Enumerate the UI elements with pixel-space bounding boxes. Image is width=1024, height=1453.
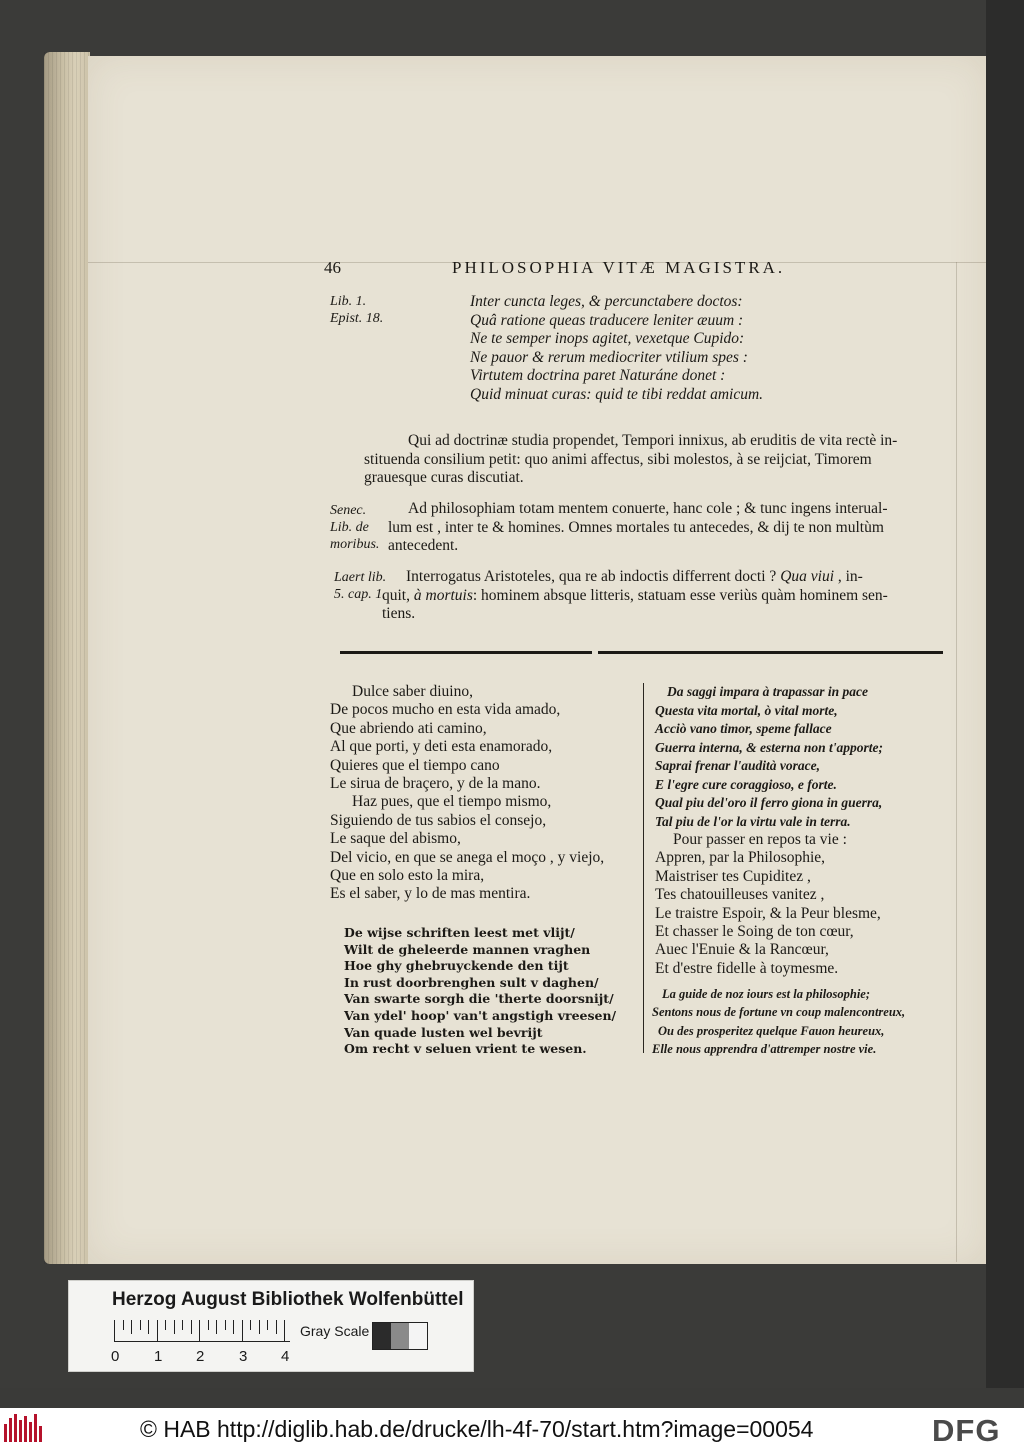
poem-line: Al que porti, y deti esta enamorado,: [330, 738, 553, 756]
spanish-poem: [330, 683, 604, 904]
adjacent-page-strip: [986, 0, 1024, 1388]
ruler-tick: [140, 1320, 141, 1330]
prose-line: Ad philosophiam totam mentem conuerte, hanc cole ; & tunc ingens interual-: [408, 500, 888, 517]
poem-line: Ou des prosperitez quelque Fauon heureux,: [658, 1023, 885, 1038]
ruler-tick: [191, 1320, 192, 1334]
ruler-tick: [165, 1320, 166, 1330]
ruler-tick: [250, 1320, 251, 1330]
poem-line: De pocos mucho en esta vida amado,: [330, 701, 561, 719]
poem-line: Dulce saber diuino,: [352, 683, 473, 700]
poem-line: Auec l'Enuie & la Rancœur,: [655, 941, 829, 959]
margin-note-laertius: [334, 569, 386, 603]
margin-note-line: Senec.: [330, 503, 367, 518]
prose-line: [394, 568, 888, 587]
ruler-tick: [259, 1320, 260, 1334]
ruler-tick: [131, 1320, 132, 1334]
french-quatrain: [652, 985, 905, 1059]
latin-poem: [470, 293, 763, 404]
ruler-tick: [174, 1320, 175, 1334]
prose-paragraph-2: [388, 500, 888, 556]
poem-line: Questa vita mortal, ò vital morte,: [655, 702, 838, 718]
gray-swatch-mid: [391, 1323, 409, 1349]
column-separator: [643, 683, 644, 1053]
prose-line: stituenda consilium petit: quo animi affectus, sibi molestos, à se reijciat, Timorem: [364, 450, 872, 468]
poem-line: Le traistre Espoir, & la Peur blesme,: [655, 904, 881, 922]
ruler-tick: [276, 1320, 277, 1334]
ruler-tick: [199, 1320, 200, 1342]
prose-italic: Qua viui: [776, 568, 834, 585]
prose-text: Interrogatus Aristoteles, qua re ab indoctis differrent docti ?: [406, 568, 777, 585]
poem-line: Del vicio, en que se anega el moço , y viejo,: [330, 848, 605, 866]
poem-line: Elle nous apprendra d'attremper nostre vie.: [652, 1042, 877, 1057]
section-divider-left: [340, 651, 592, 654]
poem-line: Siguiendo de tus sabios el consejo,: [330, 811, 547, 829]
hab-logo-icon[interactable]: [4, 1414, 42, 1442]
dfg-logo[interactable]: DFG: [932, 1413, 1001, 1448]
poem-line: Da saggi impara à trapassar in pace: [667, 684, 869, 699]
prose-text: quit,: [382, 586, 410, 604]
poem-line: Que abriendo ati camino,: [330, 719, 487, 737]
ruler-tick: [267, 1320, 268, 1330]
poem-line: Acciò vano timor, speme fallace: [655, 721, 832, 736]
page-number: 46: [324, 258, 341, 277]
ruler-baseline: [114, 1341, 290, 1342]
poem-line: Es el saber, y lo de mas mentira.: [330, 885, 531, 903]
poem-line: E l'egre cure coraggioso, e forte.: [655, 776, 837, 792]
scale-number: 3: [239, 1348, 248, 1365]
margin-note-horace: [330, 293, 383, 327]
prose-italic: à mortuis: [410, 586, 473, 604]
ruler-tick: [225, 1320, 226, 1330]
ruler-tick: [114, 1320, 115, 1342]
dutch-poem: [344, 925, 616, 1058]
poem-line: Quid minuat curas: quid te tibi reddat amicum.: [470, 385, 764, 403]
prose-line: antecedent.: [388, 537, 459, 554]
margin-note-line: Laert lib.: [334, 570, 387, 585]
poem-line: Om recht v seluen vrient te wesen.: [344, 1041, 587, 1057]
prose-line: tiens.: [382, 605, 416, 622]
poem-line: Saprai frenar l'audità vorace,: [655, 758, 821, 773]
poem-line: Sentons nous de fortune vn coup malencontreux,: [652, 1005, 906, 1020]
margin-note-line: Lib. de: [330, 520, 369, 535]
scale-number: 4: [281, 1348, 290, 1365]
ruler-tick: [284, 1320, 285, 1342]
poem-line: In rust doorbrenghen sult v daghen/: [344, 974, 599, 990]
running-head: PHILOSOPHIA VITÆ MAGISTRA.: [452, 258, 786, 277]
library-name: Herzog August Bibliothek Wolfenbüttel: [112, 1289, 464, 1310]
ruler-tick: [233, 1320, 234, 1334]
margin-note-line: Lib. 1.: [330, 294, 367, 309]
poem-line: Van ydel' hoop' van't angstigh vreesen/: [344, 1007, 617, 1023]
italian-poem: [655, 683, 883, 831]
poem-line: Appren, par la Philosophie,: [655, 849, 826, 867]
poem-line: Et chasser le Soing de ton cœur,: [655, 923, 854, 941]
gray-scale-label: Gray Scale: [300, 1323, 370, 1339]
margin-note-line: moribus.: [330, 537, 380, 552]
scale-number: 0: [111, 1348, 120, 1365]
margin-note-seneca: [330, 502, 379, 553]
poem-line: Tal piu de l'or la virtu vale in terra.: [655, 813, 851, 829]
poem-line: Inter cuncta leges, & percunctabere doctos:: [470, 293, 743, 310]
poem-line: Pour passer en repos ta vie :: [673, 831, 847, 848]
prose-line: Qui ad doctrinæ studia propendet, Tempori innixus, ab eruditis de vita rectè in-: [408, 432, 898, 449]
ruler-tick: [182, 1320, 183, 1330]
poem-line: Et d'estre fidelle à toymesme.: [655, 959, 839, 977]
book-page-edges: [44, 52, 90, 1264]
ruler-tick: [148, 1320, 149, 1334]
poem-line: Que en solo esto la mira,: [330, 867, 485, 885]
poem-line: Ne te semper inops agitet, vexetque Cupido:: [470, 330, 745, 347]
copyright-link[interactable]: © HAB http://diglib.hab.de/drucke/lh-4f-70/start.htm?image=00054: [140, 1416, 814, 1442]
scale-number: 1: [154, 1348, 163, 1365]
margin-note-line: Epist. 18.: [330, 311, 384, 326]
poem-line: Le sirua de braçero, y de la mano.: [330, 775, 541, 793]
poem-line: Maistriser tes Cupiditez ,: [655, 867, 811, 885]
prose-line: lum est , inter te & homines. Omnes mortales tu antecedes, & dij te non multùm: [388, 518, 884, 536]
ruler-tick: [242, 1320, 243, 1342]
poem-line: Guerra interna, & esterna non t'apporte;: [655, 739, 884, 755]
poem-line: Quieres que el tiempo cano: [330, 756, 500, 774]
prose-line: [382, 587, 888, 606]
poem-line: De wijse schriften leest met vlijt/: [344, 925, 575, 940]
prose-text: , in-: [834, 568, 863, 585]
poem-line: Ne pauor & rerum mediocriter vtilium spes :: [470, 348, 748, 366]
poem-line: Quâ ratione queas traducere leniter æuum :: [470, 311, 744, 329]
poem-line: Van swarte sorgh die 'therte doorsnijt/: [344, 991, 614, 1007]
poem-line: Haz pues, que el tiempo mismo,: [352, 793, 552, 811]
fold-line-vertical: [956, 262, 957, 1262]
ruler-tick: [208, 1320, 209, 1330]
prose-line: grauesque curas discutiat.: [364, 469, 524, 486]
ruler-tick: [157, 1320, 158, 1342]
section-divider-right: [598, 651, 943, 654]
poem-line: Van quade lusten wel bevrijt: [344, 1024, 543, 1040]
prose-text: : hominem absque litteris, statuam esse veriùs quàm hominem sen-: [472, 586, 888, 604]
gray-scale-swatches: [372, 1322, 428, 1350]
prose-paragraph-3: [382, 568, 888, 624]
poem-line: Virtutem doctrina paret Naturáne donet :: [470, 367, 726, 384]
poem-line: Le saque del abismo,: [330, 830, 461, 848]
prose-paragraph-1: [364, 432, 897, 488]
poem-line: Tes chatouilleuses vanitez ,: [655, 886, 825, 904]
margin-note-line: 5. cap. 1.: [334, 587, 386, 602]
book-page: [88, 56, 986, 1264]
ruler-tick: [216, 1320, 217, 1334]
scale-ruler: [114, 1320, 290, 1342]
gray-swatch-dark: [373, 1323, 391, 1349]
poem-line: Qual piu del'oro il ferro giona in guerra,: [655, 795, 883, 810]
poem-line: La guide de noz iours est la philosophie;: [662, 987, 871, 1001]
scale-number: 2: [196, 1348, 205, 1365]
poem-line: Wilt de gheleerde mannen vraghen: [344, 941, 591, 957]
ruler-tick: [123, 1320, 124, 1330]
french-poem: [655, 831, 881, 978]
poem-line: Hoe ghy ghebruyckende den tijt: [344, 958, 569, 974]
gray-swatch-light: [409, 1323, 427, 1349]
